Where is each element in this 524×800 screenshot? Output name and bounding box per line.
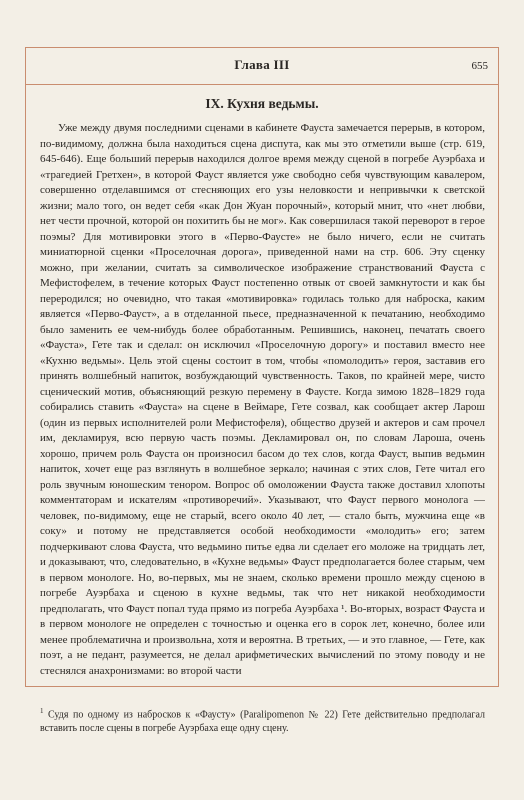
header-divider (25, 84, 499, 85)
footnote (40, 705, 485, 735)
chapter-title: Глава III (234, 57, 290, 72)
page-number: 655 (471, 60, 488, 72)
body-paragraph: Уже между двумя последними сценами в кабинете Фауста замечается перерыв, в котором, по-видимому, должна была находиться сцена диспута, как мы это отметили выше (стр. 619, 645-646). Еще больший перерыв находился долгое время между сценой в погребе Ауэрбаха и «трагедией Гретхен», в которой Фауст является уже свободно себя чувствующим кавалером, совершенно отделавшимся от стесняющих его узы неловкости и непривычки к светской жизни; мало того, он ведет себя «как Дон Жуан порочный», который мнит, что «нет любви, нет чести прочной, которой он похитить бы не мог». Как совершилася такой переворот в герое поэмы? Для мотивировки этого в «Перво-Фаусте» не было ничего, если не считать миниатюрной сценки «Проселочная дорога», приведенной нами на стр. 606. Эту сценку можно, при желании, считать за символическое изображение странствований Фауста с Мефистофелем, в течение которых Фауст постепенно отвык от своей замкнутости и как бы переродился; но очевидно, что такая «мотивировка» годилась только для наброска, каким является «Перво-Фауст», а в отделанной пьесе, предназначенной к печатанию, необходимо было заменить ее чем-нибудь более обработанным. Решившись, наконец, печатать своего «Фауста», Гете так и сделал: он исключил «Проселочную дорогу» и поставил вместо нее «Кухню ведьмы». Цель этой сцены состоит в том, чтобы «помолодить» героя, заставив его принять волшебный напиток, возбуждающий чувственность. Таков, по крайней мере, чисто сценический мотив, объясняющий резкую перемену в Фаусте. Когда зимою 1828–1829 года собирались ставить «Фауста» на сцене в Веймаре, Гете созвал, как сообщает актер Ларош (один из первых исполнителей роли Мефистофеля), общество друзей и актеров и сам прочел им, декламируя, всю первую часть поэмы. Декламировал он, по словам Лароша, очень хорошо, причем роль Фауста он произносил басом до тех слов, когда Фауст, выпив ведьмин напиток, хочет еще раз взглянуть в волшебное зеркало; начиная с этих слов, Гете читал его роль звучным юношеским тенором. Вопрос об омоложении Фауста также доставил хлопоты комментаторам и искателям «противоречий». Указывают, что Фауст первого монолога — человек, по-видимому, еще не старый, всего около 40 лет, — стало быть, мужчина еще «в соку» и потому не представляется особой необходимости «молодить» его; затем подчеркивают слова Фауста, что ведьмино питье едва ли сделает его моложе на тридцать лет, и доказывают, что, следовательно, в «Кухне ведьмы» Фауст предполагается более старым, чем в первом монологе. Но, во-первых, мы не знаем, сколько времени прошло между сценою в погребе Ауэрбаха и сценою в кухне ведьмы, так что нет никакой необходимости предполагать, что Фауст попал туда прямо из погреба Ауэрбаха ¹. Во-вторых, возраст Фауста и в первом монологе не определен с точностью и оценка его в сорок лет, конечно, более или менее проблематична и произвольна, хотя и вероятна. В третьих, — и это главное, — Гете, как поэт, а не педант, разумеется, не делал арифметических вычислений по этому поводу и не стеснялся анахронизмами: во второй части (40, 122, 485, 677)
section-title: IX. Кухня ведьмы. (205, 96, 319, 111)
footnote-marker: 1 (40, 707, 44, 715)
footnote-text: Судя по одному из набросков к «Фаусту» (Paralipomenon № 22) Гете действительно предполагал вставить после сцены в погребе Ауэрбаха еще одну сцену. (40, 709, 486, 734)
